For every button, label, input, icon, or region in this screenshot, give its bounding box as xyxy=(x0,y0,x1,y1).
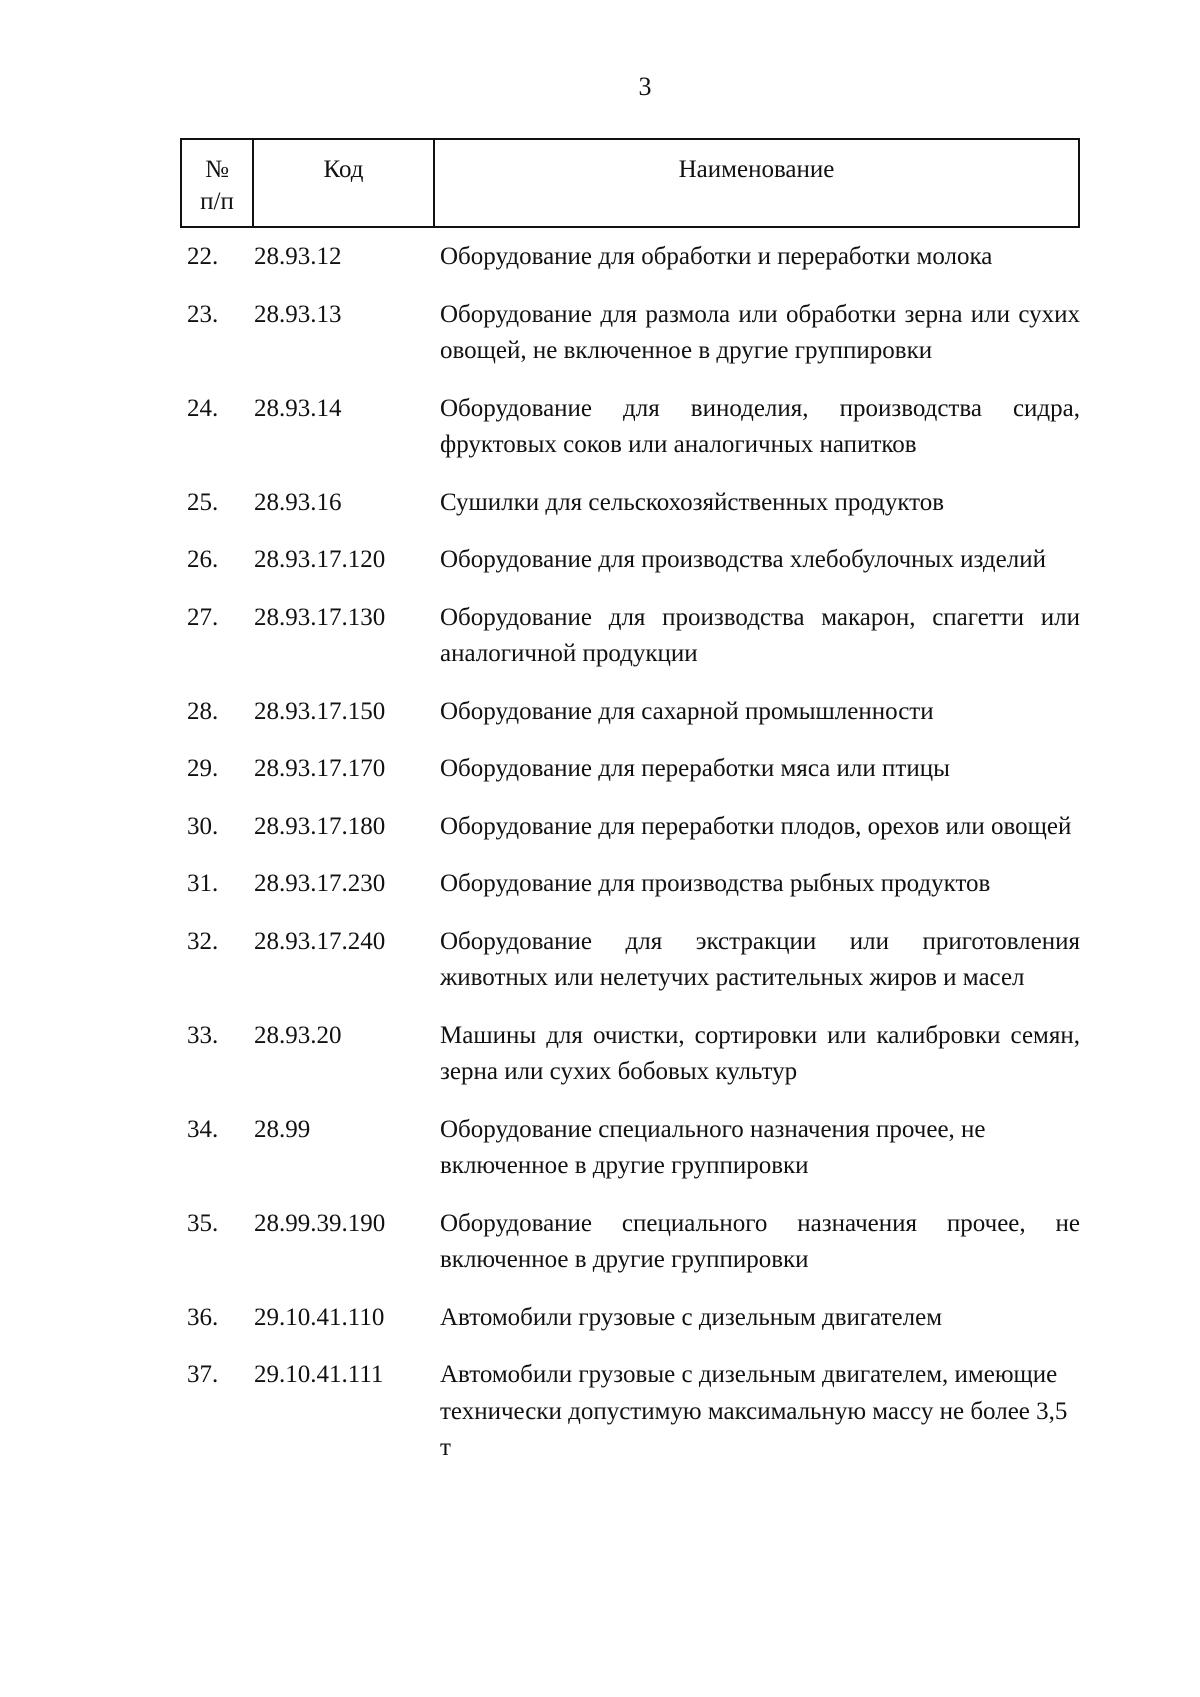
row-code: 29.10.41.110 xyxy=(254,1303,385,1331)
row-number: 26. xyxy=(187,546,219,573)
table-row xyxy=(180,391,1080,464)
row-code: 29.10.41.111 xyxy=(254,1361,384,1388)
row-number: 30. xyxy=(187,812,219,840)
page-number: 3 xyxy=(638,72,652,101)
row-code: 28.99 xyxy=(254,1115,311,1143)
row-number: 28. xyxy=(187,697,219,725)
table-row xyxy=(180,600,1080,673)
row-number: 37. xyxy=(187,1361,219,1388)
row-code: 28.99.39.190 xyxy=(254,1209,386,1237)
row-code: 28.93.17.180 xyxy=(254,812,386,840)
row-code: 28.93.17.130 xyxy=(254,603,386,631)
table-row xyxy=(180,239,1080,276)
header-name: Наименование xyxy=(678,156,835,183)
row-name: Автомобили грузовые с дизельным двигателем xyxy=(440,1303,943,1331)
table-body xyxy=(180,239,1080,1467)
row-name: Оборудование для размола или обработки зерна или сухих овощей, не включенное в другие группировки xyxy=(440,300,1080,364)
row-name: Оборудование для экстракции или приготовления животных или нелетучих растительных жиров и масел xyxy=(440,927,1080,991)
row-name: Оборудование для производства рыбных продуктов xyxy=(440,870,991,897)
row-name: Оборудование для производства хлебобулочных изделий xyxy=(440,546,1046,573)
table-row xyxy=(180,1018,1080,1091)
header-code: Код xyxy=(254,140,435,226)
row-number: 29. xyxy=(187,755,219,782)
table-row xyxy=(180,809,1080,846)
row-number: 22. xyxy=(187,243,219,270)
row-code: 28.93.17.230 xyxy=(254,870,386,897)
row-name: Оборудование для виноделия, производства сидра, фруктовых соков или аналогичных напитков xyxy=(440,394,1080,458)
row-code: 28.93.17.120 xyxy=(254,546,386,573)
row-number: 33. xyxy=(187,1021,219,1049)
row-name: Оборудование специального назначения прочее, не включенное в другие группировки xyxy=(440,1209,1080,1273)
row-name: Оборудование для обработки и переработки молока xyxy=(440,243,993,270)
row-number: 32. xyxy=(187,927,219,955)
table-row xyxy=(180,542,1080,579)
header-number: № п/п xyxy=(182,140,254,226)
row-name: Автомобили грузовые с дизельным двигателем, имеющие технически допустимую максимальную массу не более 3,5 т xyxy=(440,1361,1068,1461)
row-code: 28.93.20 xyxy=(254,1021,342,1049)
table-row xyxy=(180,1112,1080,1185)
table-row xyxy=(180,694,1080,731)
table-row xyxy=(180,1357,1080,1467)
table-row xyxy=(180,485,1080,522)
row-code: 28.93.17.150 xyxy=(254,697,386,725)
row-code: 28.93.13 xyxy=(254,300,342,328)
row-number: 31. xyxy=(187,870,219,897)
row-name: Оборудование для переработки плодов, орехов или овощей xyxy=(440,812,1072,840)
table-row xyxy=(180,924,1080,997)
row-name: Оборудование для переработки мяса или птицы xyxy=(440,755,950,782)
row-number: 25. xyxy=(187,488,219,516)
row-number: 36. xyxy=(187,1303,219,1331)
table-row xyxy=(180,751,1080,788)
row-number: 27. xyxy=(187,603,219,631)
row-code: 28.93.17.170 xyxy=(254,755,386,782)
row-code: 28.93.14 xyxy=(254,394,342,422)
table-row xyxy=(180,866,1080,903)
row-number: 35. xyxy=(187,1209,219,1237)
row-code: 28.93.16 xyxy=(254,488,342,516)
row-name: Машины для очистки, сортировки или калибровки семян, зерна или сухих бобовых культур xyxy=(440,1021,1080,1085)
table-row xyxy=(180,297,1080,370)
table-row xyxy=(180,1300,1080,1337)
row-number: 34. xyxy=(187,1115,219,1143)
row-number: 24. xyxy=(187,394,219,422)
row-name: Сушилки для сельскохозяйственных продуктов xyxy=(440,488,945,516)
row-code: 28.93.12 xyxy=(254,243,342,270)
row-code: 28.93.17.240 xyxy=(254,927,386,955)
row-name: Оборудование для сахарной промышленности xyxy=(440,697,934,725)
table-row xyxy=(180,1206,1080,1279)
row-name: Оборудование специального назначения прочее, не включенное в другие группировки xyxy=(440,1115,986,1179)
table-header xyxy=(180,138,1080,228)
row-number: 23. xyxy=(187,300,219,328)
row-name: Оборудование для производства макарон, спагетти или аналогичной продукции xyxy=(440,603,1080,667)
